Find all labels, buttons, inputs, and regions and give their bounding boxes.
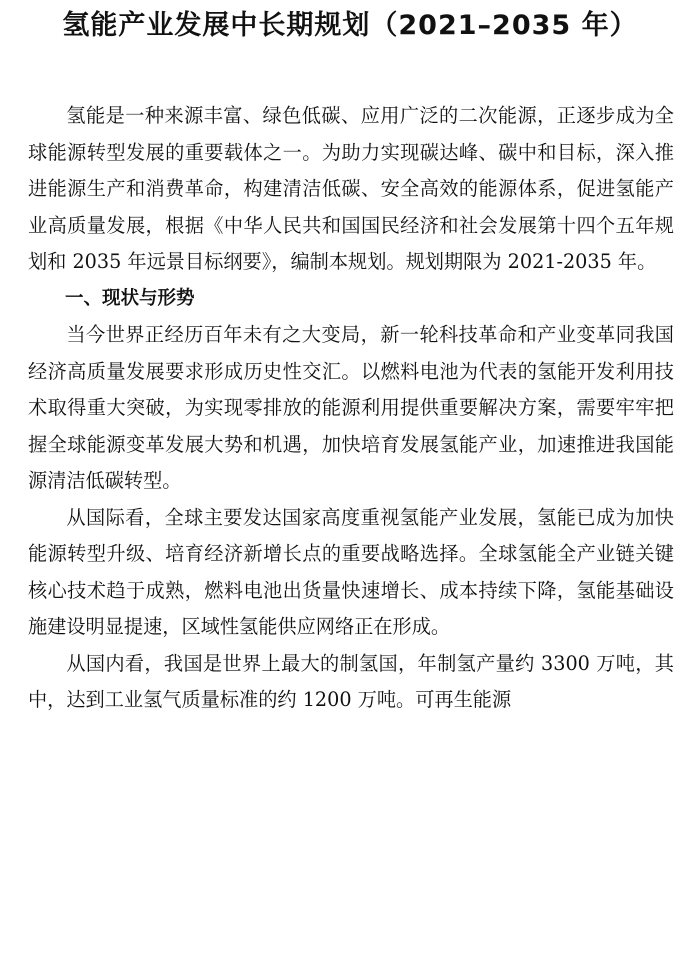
section-heading-status: 一、现状与形势 xyxy=(65,287,195,309)
intro-paragraph: 氢能是一种来源丰富、绿色低碳、应用广泛的二次能源，正逐步成为全球能源转型发展的重要载体之一。为助力实现碳达峰、碳中和目标，深入推进能源生产和消费革命，构建清洁低碳、安全高效的能源体系，促进氢能产业高质量发展，根据《中华人民共和国国民经济和社会发展第十四个五年规划和 2035 年远景目标纲要》，编制本规划。规划期限为 2021-2035 年。 xyxy=(28,104,674,273)
document-body xyxy=(28,98,674,719)
section1-paragraph-3: 从国内看，我国是世界上最大的制氢国，年制氢产量约 3300 万吨，其中，达到工业氢气质量标准的约 1200 万吨。可再生能源 xyxy=(28,651,674,711)
section1-paragraph-2: 从国际看，全球主要发达国家高度重视氢能产业发展，氢能已成为加快能源转型升级、培育经济新增长点的重要战略选择。全球氢能全产业链关键核心技术趋于成熟，燃料电池出货量快速增长、成本持续下降，氢能基础设施建设明显提速，区域性氢能供应网络正在形成。 xyxy=(28,505,674,638)
section1-paragraph-1: 当今世界正经历百年未有之大变局，新一轮科技革命和产业变革同我国经济高质量发展要求形成历史性交汇。以燃料电池为代表的氢能开发利用技术取得重大突破，为实现零排放的能源利用提供重要解决方案，需要牢牢把握全球能源变革发展大势和机遇，加快培育发展氢能产业，加速推进我国能源清洁低碳转型。 xyxy=(28,323,674,492)
document-title: 氢能产业发展中长期规划（2021–2035 年） xyxy=(62,10,638,41)
